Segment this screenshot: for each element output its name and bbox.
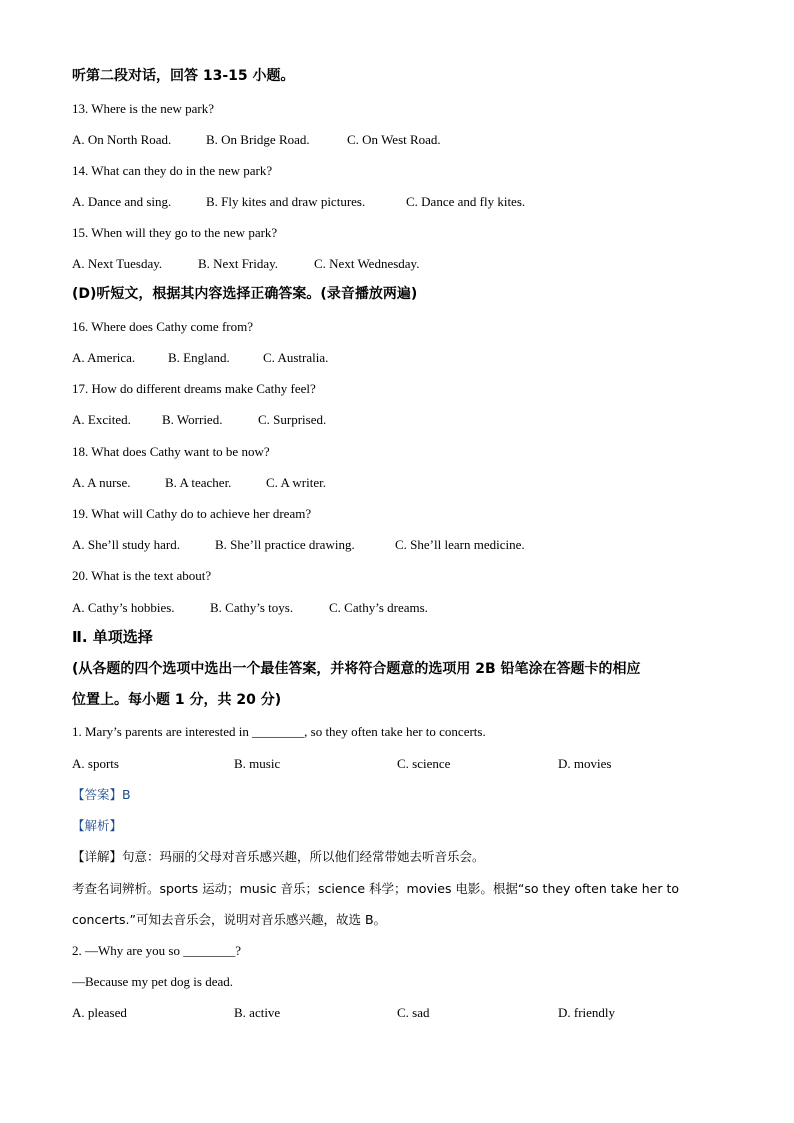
explanation-line-1: 考查名词辨析。sports 运动；music 音乐；science 科学；movies 电影。根据“so they often take her to [72, 881, 680, 896]
part-2-instructions-line-1: (从各题的四个选项中选出一个最佳答案，并将符合题意的选项用 2B 铅笔涂在答题卡的相应 [72, 661, 641, 677]
question-17: 17. How do different dreams make Cathy feel? [72, 381, 316, 396]
question-p2: 2. —Why are you so ________? [72, 943, 241, 958]
option-c: C. Australia. [263, 350, 329, 365]
option-b: B. On Bridge Road. [206, 132, 310, 147]
option-a: A. A nurse. [72, 475, 131, 490]
options-17 [72, 411, 772, 428]
answer-label: 【答案】B [72, 787, 131, 802]
option-b: B. England. [168, 350, 230, 365]
question-16: 16. Where does Cathy come from? [72, 319, 253, 334]
options-p1 [72, 755, 772, 772]
question-p2-reply: —Because my pet dog is dead. [72, 974, 234, 989]
part-2-instructions-line-2: 位置上。每小题 1 分，共 20 分) [72, 692, 282, 708]
option-a: A. She’ll study hard. [72, 537, 180, 552]
analysis-label: 【解析】 [72, 818, 123, 833]
options-20 [72, 599, 772, 616]
options-18 [72, 474, 772, 491]
options-14 [72, 193, 772, 210]
option-d: D. friendly [558, 1005, 616, 1020]
option-b: B. A teacher. [165, 475, 232, 490]
option-b: B. She’ll practice drawing. [215, 537, 355, 552]
option-a: A. America. [72, 350, 136, 365]
option-a: A. Dance and sing. [72, 194, 172, 209]
option-b: B. active [234, 1005, 281, 1020]
option-a: A. Next Tuesday. [72, 256, 163, 271]
options-15 [72, 255, 772, 272]
option-c: C. science [397, 756, 451, 771]
question-14: 14. What can they do in the new park? [72, 163, 273, 178]
option-c: C. A writer. [266, 475, 326, 490]
explanation-line-2: concerts.”可知去音乐会，说明对音乐感兴趣，故选 B。 [72, 912, 387, 927]
question-19: 19. What will Cathy do to achieve her dream? [72, 506, 312, 521]
option-a: A. Excited. [72, 412, 131, 427]
options-19 [72, 536, 772, 553]
option-b: B. Worried. [162, 412, 223, 427]
question-15: 15. When will they go to the new park? [72, 225, 278, 240]
option-b: B. music [234, 756, 281, 771]
option-c: C. Surprised. [258, 412, 327, 427]
option-a: A. On North Road. [72, 132, 172, 147]
question-20: 20. What is the text about? [72, 568, 212, 583]
option-a: A. Cathy’s hobbies. [72, 600, 175, 615]
option-d: D. movies [558, 756, 612, 771]
option-c: C. Cathy’s dreams. [329, 600, 428, 615]
section-heading-c: 听第二段对话，回答 13-15 小题。 [72, 68, 295, 84]
option-c: C. Dance and fly kites. [406, 194, 526, 209]
section-heading-d: (D)听短文，根据其内容选择正确答案。(录音播放两遍) [72, 286, 418, 302]
part-2-heading: Ⅱ. 单项选择 [72, 628, 153, 646]
detail-text: 【详解】句意：玛丽的父母对音乐感兴趣，所以他们经常带她去听音乐会。 [72, 849, 485, 864]
question-p1: 1. Mary’s parents are interested in ________, so they often take her to concerts. [72, 724, 486, 739]
options-13 [72, 131, 772, 148]
option-c: C. sad [397, 1005, 430, 1020]
option-b: B. Cathy’s toys. [210, 600, 294, 615]
question-13: 13. Where is the new park? [72, 101, 214, 116]
option-a: A. sports [72, 756, 119, 771]
option-b: B. Next Friday. [198, 256, 279, 271]
option-a: A. pleased [72, 1005, 127, 1020]
question-18: 18. What does Cathy want to be now? [72, 444, 270, 459]
option-c: C. Next Wednesday. [314, 256, 420, 271]
option-c: C. She’ll learn medicine. [395, 537, 525, 552]
option-c: C. On West Road. [347, 132, 441, 147]
option-b: B. Fly kites and draw pictures. [206, 194, 366, 209]
options-16 [72, 349, 772, 366]
options-p2 [72, 1004, 772, 1021]
